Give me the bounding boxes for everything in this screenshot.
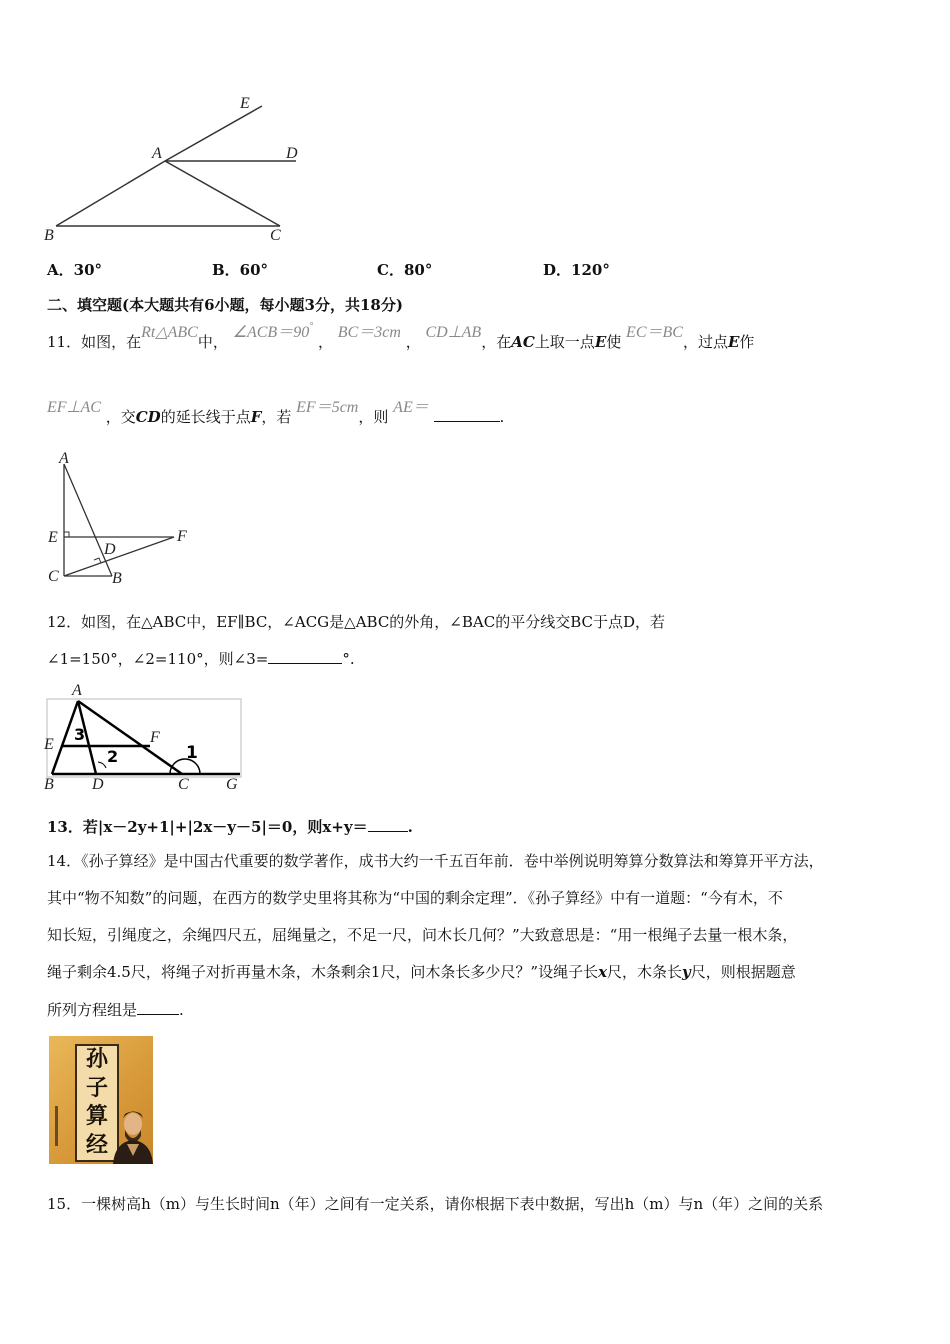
q11-e: E [594,333,607,351]
q14-x: x [598,963,608,981]
q11-line2 [47,399,505,429]
choice-a[interactable]: A．30° [47,261,103,279]
q11-cd-perp: CD⊥AB [425,324,482,341]
q14-text: 绳子剩余4.5尺，将绳子对折再量木条，木条剩余1尺，问木条长多少尺？”设绳子长 [47,963,599,981]
choice-c[interactable]: C．80° [377,261,433,279]
q12-answer-blank[interactable] [268,649,342,664]
book-cover-image [49,1036,153,1164]
angle-3-label: 3 [74,725,86,744]
q11-ec-bc: EC＝BC [626,324,683,341]
label-b: B [112,570,122,587]
q13-text: 13．若|x－2y+1|+|2x－y－5|＝0，则x+y＝ [47,818,368,836]
q14-line4 [47,961,796,983]
q11-deg: ° [309,321,314,332]
label-c: C [178,776,189,793]
label-d: D [104,541,116,558]
label-b: B [44,227,54,244]
q11-ac: AC [511,333,535,351]
section-title: 二、填空题(本大题共有6小题，每小题3分，共18分) [47,296,403,314]
q11-text: 中， [197,333,228,351]
q15-line1: 15．一棵树高h（m）与生长时间n（年）之间有一定关系，请你根据下表中数据，写出h（m）与n（年）之间的关系 [47,1195,824,1213]
sage-portrait-icon [111,1106,153,1164]
label-f: F [177,528,187,545]
q14-text: 所列方程组是 [47,1001,138,1019]
q13-answer-blank[interactable] [368,817,408,832]
q14-y: y [682,963,691,981]
q13-text: . [407,818,413,836]
label-f: F [150,729,160,746]
q12-line2 [47,648,355,670]
q11-ef-length: EF＝5cm [296,399,359,416]
label-d: D [286,145,298,162]
q14-text: 尺，木条长 [607,963,683,981]
label-b: B [44,776,54,793]
q11-text: 的延长线于点 [160,408,251,426]
q13 [47,816,413,838]
q11-bc: BC＝3cm [337,324,401,341]
q11-text: 使 [606,333,622,351]
angle-1-label: 1 [186,743,198,763]
q11-text: . [499,408,505,426]
label-e: E [44,736,54,753]
q14-line3: 知长短，引绳度之，余绳四尺五，屈绳量之，不足一尺，问木长几何？”大致意思是：“用一根绳子去量一根木条， [47,926,798,944]
figure-triangle-abc-ed [40,92,320,247]
q12-line1: 12．如图，在△ABC中，EF∥BC，∠ACG是△ABC的外角，∠BAC的平分线交BC于点D，若 [47,613,666,631]
q14-answer-blank[interactable] [137,1000,179,1015]
book-left-stripe [55,1106,58,1146]
q12-text: ∠1=150°，∠2=110°，则∠3= [47,650,269,668]
q11-angle-acb: ∠ACB＝90 [232,324,310,341]
q11-ae: AE＝ [393,399,429,416]
q11-rt-abc: Rt△ABC [141,324,198,341]
q11-text: ，则 [358,408,389,426]
book-title-char: 算 [85,1104,108,1130]
q11-answer-blank[interactable] [434,407,500,422]
q11-text: ，在 [481,333,512,351]
book-title-char: 孙 [85,1047,108,1073]
q14-line5 [47,999,184,1021]
label-c: C [270,227,281,244]
q11-text: ， [318,333,334,351]
label-a: A [152,145,162,162]
label-a: A [72,682,82,699]
label-g: G [226,776,238,793]
q11-text: ，过点 [682,333,728,351]
q11-text: ，若 [261,408,292,426]
q11-text: 上取一点 [534,333,595,351]
label-c: C [48,568,59,585]
figure-q11 [40,450,200,590]
q11-line1 [47,321,755,356]
label-d: D [92,776,104,793]
q11-num: 11．如图，在 [47,333,142,351]
label-e: E [240,95,250,112]
angle-2-label: 2 [107,747,119,766]
q12-text: °. [342,650,355,668]
book-title-char: 子 [85,1075,108,1101]
q11-text: ， [405,333,421,351]
label-a: A [59,450,69,467]
q11-ef-perp: EF⊥AC [47,399,101,416]
q11-e: E [727,333,740,351]
q14-text: 尺，则根据题意 [690,963,796,981]
label-e: E [48,529,58,546]
q11-f: F [250,408,262,426]
q14-line1: 14．《孙子算经》是中国古代重要的数学著作，成书大约一千五百年前．卷中举例说明筹算分数算法和筹算开平方法， [47,852,824,870]
figure-q12 [40,682,245,794]
q11-text: 作 [739,333,755,351]
q11-cd: CD [135,408,161,426]
choice-d[interactable]: D．120° [543,261,610,279]
q11-text: ，交 [105,408,136,426]
q14-line2: 其中“物不知数”的问题，在西方的数学史里将其称为“中国的剩余定理”．《孙子算经》中有一道题：“今有木，不 [47,889,783,907]
q14-text: . [179,1001,184,1019]
book-title-char: 经 [85,1132,108,1158]
choice-b[interactable]: B．60° [212,261,269,279]
